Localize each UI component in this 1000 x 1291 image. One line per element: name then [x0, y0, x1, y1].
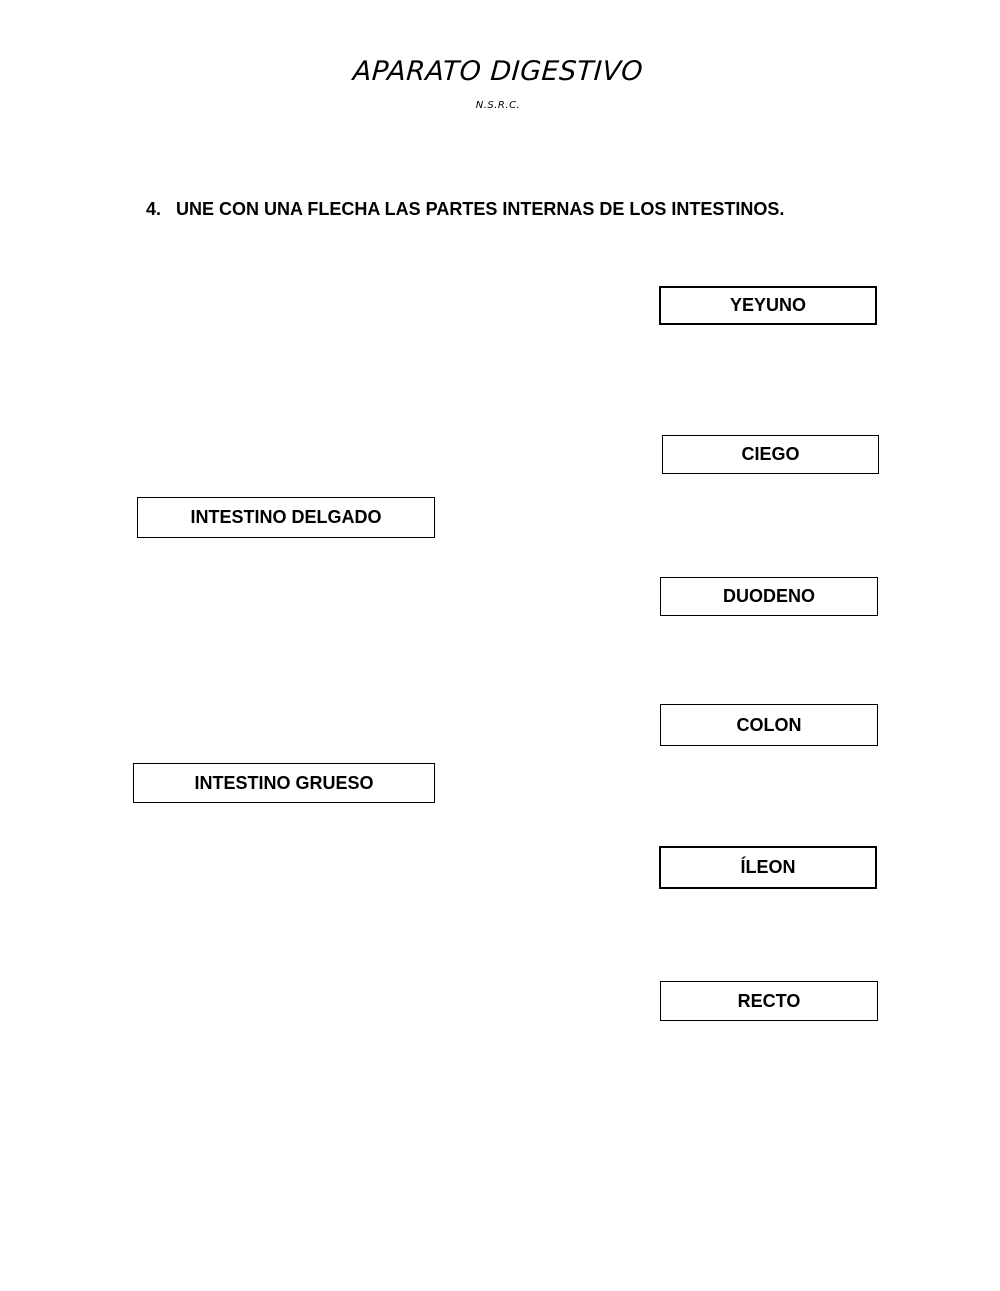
right-box-colon[interactable] — [660, 704, 878, 746]
right-box-ciego[interactable] — [662, 435, 879, 474]
right-box-label: RECTO — [737, 990, 801, 1011]
right-box-label: DUODENO — [722, 586, 815, 606]
author-initials: N.S.R.C. — [475, 100, 521, 111]
left-box-label: INTESTINO DELGADO — [190, 507, 382, 527]
left-box-intestino-grueso[interactable] — [133, 763, 435, 803]
right-box-label: CIEGO — [741, 444, 800, 464]
right-box-duodeno[interactable] — [660, 577, 878, 616]
right-box-yeyuno[interactable] — [659, 286, 877, 325]
left-box-label: INTESTINO GRUESO — [194, 772, 374, 793]
left-box-intestino-delgado[interactable] — [137, 497, 435, 538]
right-box-label: COLON — [736, 714, 802, 735]
exercise-number: 4. — [146, 199, 162, 219]
right-box-label: ÍLEON — [740, 857, 796, 877]
exercise-instruction — [146, 199, 784, 220]
right-box-label: YEYUNO — [729, 295, 807, 315]
page-title: APARATO DIGESTIVO — [351, 56, 645, 87]
right-box-recto[interactable] — [660, 981, 878, 1021]
exercise-text: UNE CON UNA FLECHA LAS PARTES INTERNAS DE LOS INTESTINOS. — [176, 199, 785, 219]
right-box-ileon[interactable] — [659, 846, 877, 889]
